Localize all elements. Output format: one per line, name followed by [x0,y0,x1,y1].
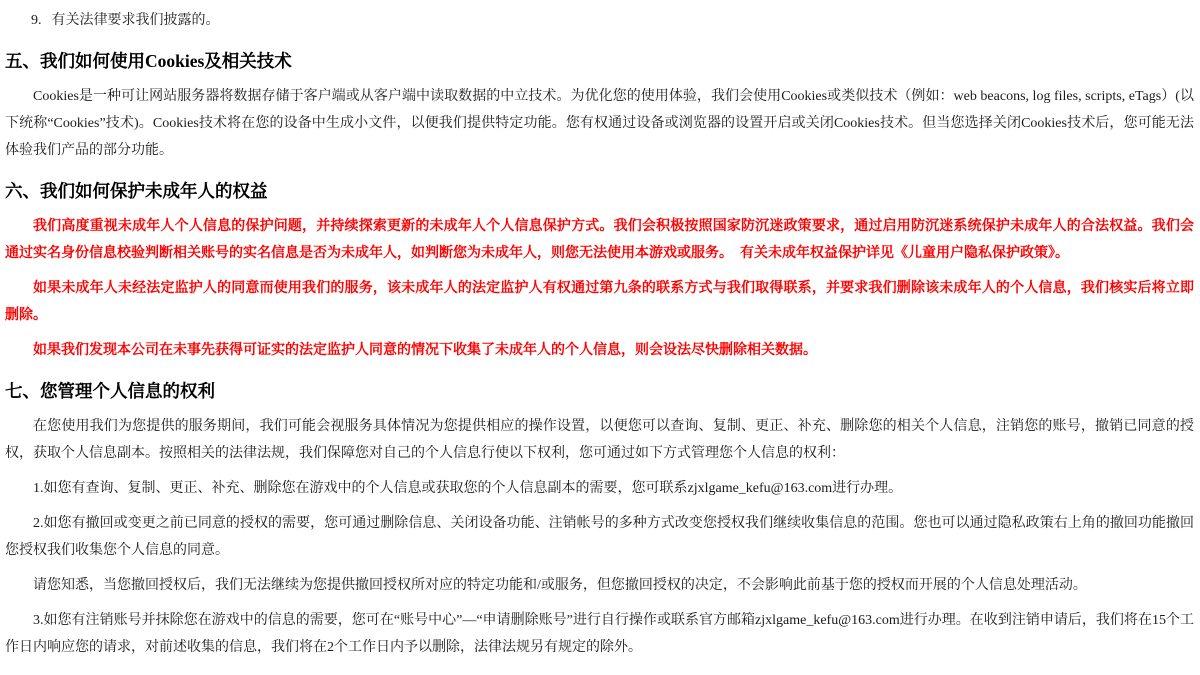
para-rights-item-3: 3.如您有注销账号并抹除您在游戏中的信息的需要，您可在“账号中心”—“申请删除账号”进行自行操作或联系官方邮箱zjxlgame_kefu@163.com进行办理。在收到注销申请后，我们将在15个工作日内响应您的请求，对前述收集的信息，我们将在2个工作日内予以删除，法律法规另有规定的除外。 [5,613,1194,655]
para-cookies: Cookies是一种可让网站服务器将数据存储于客户端或从客户端中读取数据的中立技术。为优化您的使用体验，我们会使用Cookies或类似技术（例如：web beacons, log files, scripts, eTags）(以下统称“Cookies”技术)。Cookies技术将在您的设备中生成小文件，以便我们提供特定功能。您有权通过设备或浏览器的设置开启或关闭Cookies技术。但当您选择关闭Cookies技术后，您可能无法体验我们产品的部分功能。 [5,89,1194,158]
para-rights-withdraw-note: 请您知悉，当您撤回授权后，我们无法继续为您提供撤回授权所对应的特定功能和/或服务，但您撤回授权的决定，不会影响此前基于您的授权而开展的个人信息处理活动。 [33,578,1087,593]
para-rights-item-1: 1.如您有查询、复制、更正、补充、删除您在游戏中的个人信息或获取您的个人信息副本的需要，您可联系zjxlgame_kefu@163.com进行办理。 [33,481,903,496]
para-minors-protection: 我们高度重视未成年人个人信息的保护问题，并持续探索更新的未成年人个人信息保护方式。我们会积极按照国家防沉迷政策要求，通过启用防沉迷系统保护未成年人的合法权益。我们会通过实名身份信息校验判断相关账号的实名信息是否为未成年人，如判断您为未成年人，则您无法使用本游戏或服务。 有关未成年权益保护详见《儿童用户隐私保护政策》。 [5,219,1194,261]
list-item-9-text: 有关法律要求我们披露的。 [51,13,220,28]
list-item-9-marker: 9. [31,13,42,28]
section-heading-cookies: 五、我们如何使用Cookies及相关技术 [5,51,292,71]
para-minors-guardian: 如果未成年人未经法定监护人的同意而使用我们的服务，该未成年人的法定监护人有权通过第九条的联系方式与我们取得联系，并要求我们删除该未成年人的个人信息，我们核实后将立即删除。 [5,281,1194,323]
section-heading-minors: 六、我们如何保护未成年人的权益 [5,181,268,201]
para-rights-intro: 在您使用我们为您提供的服务期间，我们可能会视服务具体情况为您提供相应的操作设置，以便您可以查询、复制、更正、补充、删除您的相关个人信息，注销您的账号，撤销已同意的授权，获取个人信息副本。按照相关的法律法规，我们保障您对自己的个人信息行使以下权利，您可通过如下方式管理您个人信息的权利： [5,419,1194,461]
para-rights-item-2: 2.如您有撤回或变更之前已同意的授权的需要，您可通过删除信息、关闭设备功能、注销帐号的多种方式改变您授权我们继续收集信息的范围。您也可以通过隐私政策右上角的撤回功能撤回您授权我们收集您个人信息的同意。 [5,516,1194,558]
para-minors-deletion: 如果我们发现本公司在未事先获得可证实的法定监护人同意的情况下收集了未成年人的个人信息，则会设法尽快删除相关数据。 [33,343,817,358]
section-heading-rights: 七、您管理个人信息的权利 [5,381,215,401]
list-item-9 [31,7,1194,34]
